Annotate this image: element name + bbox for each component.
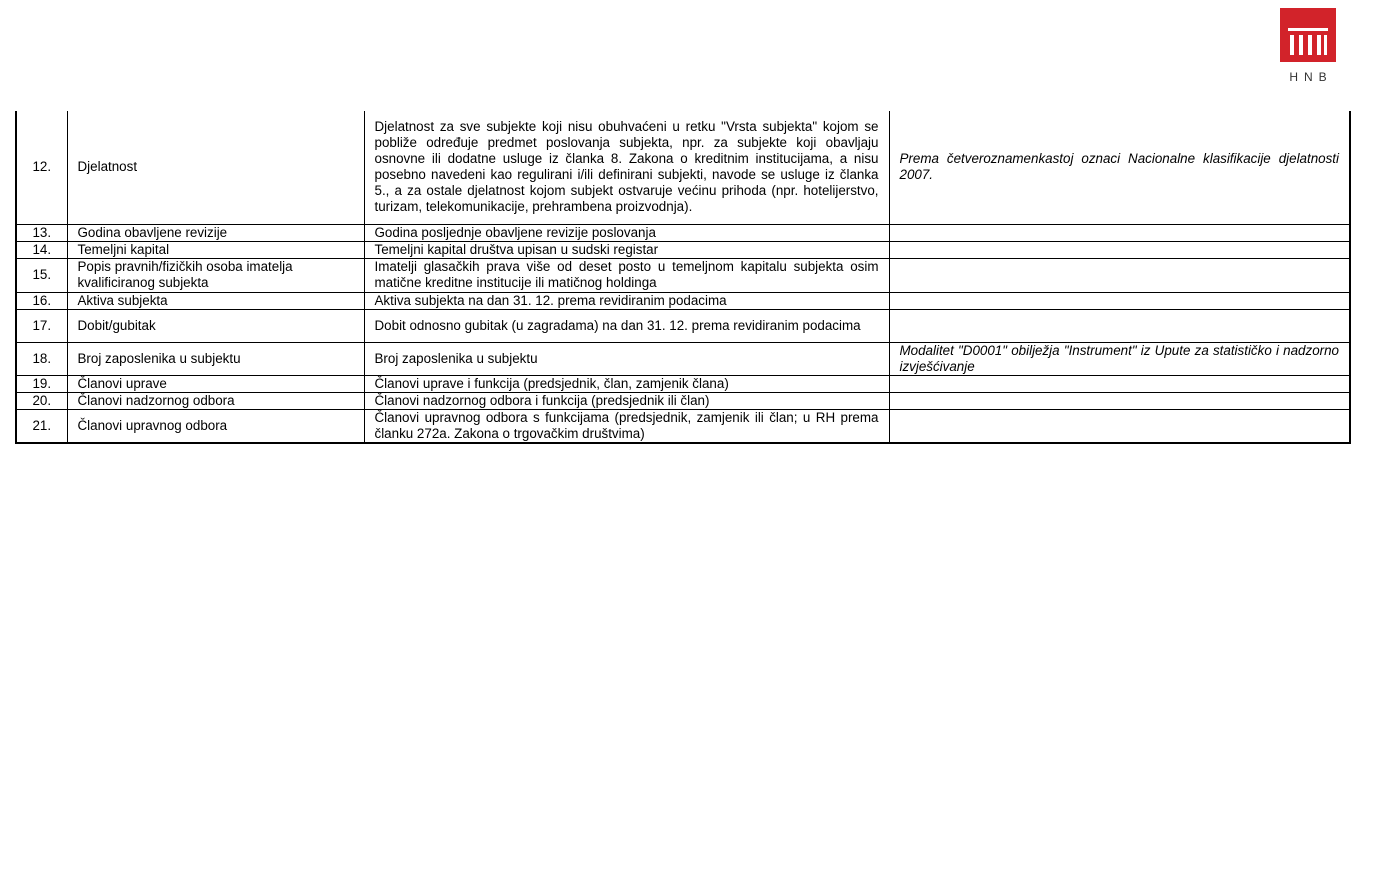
- attribute-note: [889, 292, 1350, 309]
- hnb-emblem-icon: [1280, 8, 1336, 62]
- table-row: [16, 309, 1350, 342]
- attribute-name: Popis pravnih/fizičkih osoba imatelja kvalificiranog subjekta: [67, 258, 364, 292]
- row-number: 16.: [16, 292, 67, 309]
- attribute-name: Dobit/gubitak: [67, 309, 364, 342]
- row-number: 13.: [16, 224, 67, 241]
- attribute-note: Modalitet "D0001" obilježja "Instrument" iz Upute za statističko i nadzorno izvješćivanje: [889, 342, 1350, 375]
- logo-text: HNB: [1289, 70, 1333, 84]
- attribute-note: Prema četveroznamenkastoj oznaci Nacionalne klasifikacije djelatnosti 2007.: [889, 111, 1350, 224]
- table-row: [16, 342, 1350, 375]
- attribute-name: Djelatnost: [67, 111, 364, 224]
- attribute-description: Djelatnost za sve subjekte koji nisu obuhvaćeni u retku "Vrsta subjekta" kojom se pobliže određuje predmet poslovanja subjekta, npr. za subjekte koji obavljaju osnovne ili dodatne usluge iz članka 8. Zakona o kreditnim institucijama, a nisu posebno navedeni kao regulirani i/ili definirani subjekti, navode se usluge iz članka 5., a za ostale djelatnost kojom subjekt ostvaruje većinu prihoda (npr. hotelijerstvo, turizam, telekomunikacije, prehrambena proizvodnja).: [364, 111, 889, 224]
- table-row: [16, 409, 1350, 443]
- attribute-description: Broj zaposlenika u subjektu: [364, 342, 889, 375]
- attribute-note: [889, 392, 1350, 409]
- row-number: 19.: [16, 375, 67, 392]
- attribute-name: Temeljni kapital: [67, 241, 364, 258]
- attribute-note: [889, 241, 1350, 258]
- attribute-description: Temeljni kapital društva upisan u sudski registar: [364, 241, 889, 258]
- attribute-name: Godina obavljene revizije: [67, 224, 364, 241]
- row-number: 12.: [16, 111, 67, 224]
- attribute-note: [889, 258, 1350, 292]
- table-row: [16, 375, 1350, 392]
- attribute-description: Članovi upravnog odbora s funkcijama (predsjednik, zamjenik ili član; u RH prema članku 272a. Zakona o trgovačkim društvima): [364, 409, 889, 443]
- attribute-note: [889, 309, 1350, 342]
- attribute-description: Članovi nadzornog odbora i funkcija (predsjednik ili član): [364, 392, 889, 409]
- row-number: 18.: [16, 342, 67, 375]
- document-page: [15, 111, 1351, 444]
- row-number: 14.: [16, 241, 67, 258]
- attribute-note: [889, 224, 1350, 241]
- row-number: 21.: [16, 409, 67, 443]
- row-number: 17.: [16, 309, 67, 342]
- attributes-table: [15, 111, 1351, 444]
- attribute-name: Članovi upravnog odbora: [67, 409, 364, 443]
- attribute-name: Aktiva subjekta: [67, 292, 364, 309]
- table-row: [16, 392, 1350, 409]
- table-row: [16, 241, 1350, 258]
- attribute-description: Dobit odnosno gubitak (u zagradama) na dan 31. 12. prema revidiranim podacima: [364, 309, 889, 342]
- row-number: 15.: [16, 258, 67, 292]
- row-number: 20.: [16, 392, 67, 409]
- attribute-name: Broj zaposlenika u subjektu: [67, 342, 364, 375]
- attribute-note: [889, 375, 1350, 392]
- hnb-logo: [1280, 8, 1338, 86]
- table-row: [16, 292, 1350, 309]
- attribute-name: Članovi uprave: [67, 375, 364, 392]
- attribute-description: Aktiva subjekta na dan 31. 12. prema revidiranim podacima: [364, 292, 889, 309]
- table-row: [16, 224, 1350, 241]
- attribute-description: Članovi uprave i funkcija (predsjednik, član, zamjenik člana): [364, 375, 889, 392]
- table-row: [16, 111, 1350, 224]
- table-row: [16, 258, 1350, 292]
- attribute-name: Članovi nadzornog odbora: [67, 392, 364, 409]
- attribute-description: Godina posljednje obavljene revizije poslovanja: [364, 224, 889, 241]
- attribute-description: Imatelji glasačkih prava više od deset posto u temeljnom kapitalu subjekta osim matične kreditne institucije ili matičnog holdinga: [364, 258, 889, 292]
- attribute-note: [889, 409, 1350, 443]
